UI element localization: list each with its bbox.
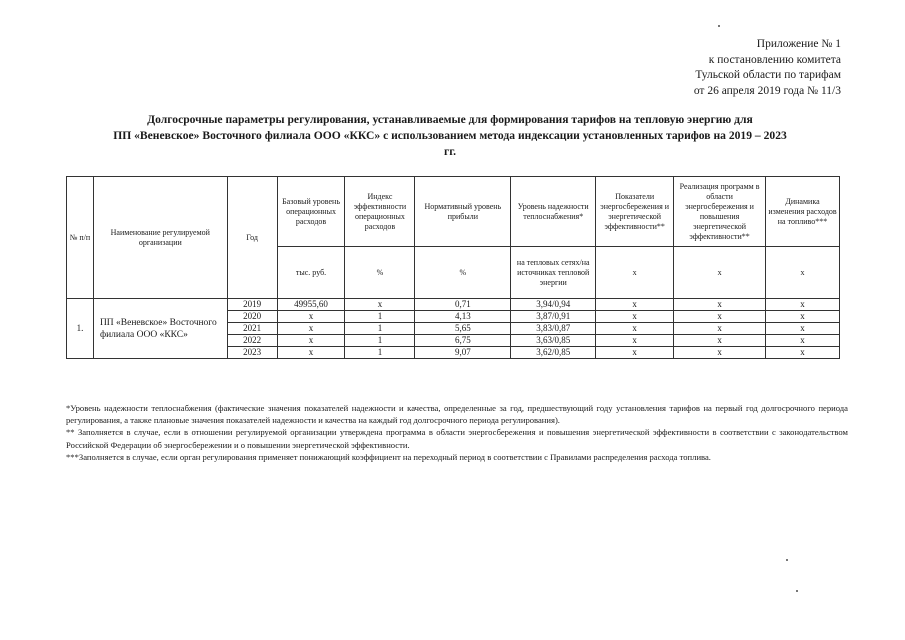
header-org: Наименование регулируемой организации bbox=[93, 177, 227, 299]
cell-program: x bbox=[674, 299, 766, 311]
cell-energy: x bbox=[596, 335, 674, 347]
table-header-row bbox=[67, 177, 840, 247]
cell-profit: 9,07 bbox=[415, 347, 511, 359]
parameters-table bbox=[66, 176, 840, 359]
cell-year: 2023 bbox=[227, 347, 277, 359]
cell-reliability: 3,83/0,87 bbox=[511, 323, 596, 335]
cell-fuel: x bbox=[766, 323, 840, 335]
cell-energy: x bbox=[596, 347, 674, 359]
approval-line-4: от 26 апреля 2019 года № 11/3 bbox=[693, 84, 841, 97]
cell-fuel: x bbox=[766, 347, 840, 359]
cell-energy: x bbox=[596, 311, 674, 323]
cell-reliability: 3,63/0,85 bbox=[511, 335, 596, 347]
cell-base: x bbox=[277, 311, 345, 323]
footnote-energy: ** Заполняется в случае, если в отношении регулируемой организации утверждена программа в области энергосбережения и повышения энергетической эффективности в соответствии с законодательством Российской Федерации об энергосбережении и о повышении энергетической эффективности. bbox=[66, 427, 848, 450]
cell-profit: 0,71 bbox=[415, 299, 511, 311]
document-title bbox=[60, 112, 840, 160]
cell-fuel: x bbox=[766, 311, 840, 323]
scan-speck bbox=[718, 25, 720, 27]
cell-index: 1 bbox=[345, 335, 415, 347]
cell-reliability: 3,87/0,91 bbox=[511, 311, 596, 323]
cell-base: x bbox=[277, 347, 345, 359]
header-num: № п/п bbox=[67, 177, 94, 299]
cell-reliability: 3,62/0,85 bbox=[511, 347, 596, 359]
cell-base: x bbox=[277, 323, 345, 335]
header-energy: Показатели энергосбережения и энергетической эффективности** bbox=[596, 177, 674, 247]
unit-fuel: x bbox=[766, 247, 840, 299]
header-year: Год bbox=[227, 177, 277, 299]
approval-line-1: Приложение № 1 bbox=[756, 38, 841, 50]
header-fuel: Динамика изменения расходов на топливо*** bbox=[766, 177, 840, 247]
footnote-fuel: ***Заполняется в случае, если орган регулирования применяет понижающий коэффициент на переходный период в соответствии с Правилами распределения расхода топлива. bbox=[66, 451, 711, 462]
table-row bbox=[67, 299, 840, 311]
cell-base: 49955,60 bbox=[277, 299, 345, 311]
title-line-2: ПП «Веневское» Восточного филиала ООО «ККС» с использованием метода индексации установленных тарифов на 2019 – 2023 bbox=[113, 129, 787, 142]
header-program: Реализация программ в области энергосбережения и повышения энергетической эффективности** bbox=[674, 177, 766, 247]
org-number: 1. bbox=[67, 299, 94, 359]
cell-energy: x bbox=[596, 299, 674, 311]
cell-energy: x bbox=[596, 323, 674, 335]
cell-reliability: 3,94/0,94 bbox=[511, 299, 596, 311]
cell-year: 2021 bbox=[227, 323, 277, 335]
scan-speck bbox=[786, 559, 788, 561]
cell-profit: 4,13 bbox=[415, 311, 511, 323]
cell-index: x bbox=[345, 299, 415, 311]
unit-index: % bbox=[345, 247, 415, 299]
cell-program: x bbox=[674, 311, 766, 323]
unit-profit: % bbox=[415, 247, 511, 299]
cell-program: x bbox=[674, 335, 766, 347]
org-name: ПП «Веневское» Восточного филиала ООО «ККС» bbox=[93, 299, 227, 359]
scan-speck bbox=[796, 590, 798, 592]
approval-line-2: к постановлению комитета bbox=[708, 53, 841, 66]
title-line-3: гг. bbox=[443, 145, 457, 158]
cell-index: 1 bbox=[345, 311, 415, 323]
cell-fuel: x bbox=[766, 335, 840, 347]
footnotes bbox=[66, 402, 848, 463]
cell-index: 1 bbox=[345, 347, 415, 359]
cell-profit: 6,75 bbox=[415, 335, 511, 347]
approval-line-3: Тульской области по тарифам bbox=[695, 69, 841, 81]
footnote-reliability: *Уровень надежности теплоснабжения (фактические значения показателей надежности и качества, определенные за год, предшествующий году установления тарифов на первый год долгосрочного периода регулирования, а также плановые значения показателей надежности и качества на каждый год долгосрочного периода регулирования). bbox=[66, 403, 848, 426]
title-line-1: Долгосрочные параметры регулирования, устанавливаемые для формирования тарифов на тепловую энергию для bbox=[147, 113, 753, 126]
cell-year: 2022 bbox=[227, 335, 277, 347]
header-reliability: Уровень надежности теплоснабжения* bbox=[511, 177, 596, 247]
unit-base: тыс. руб. bbox=[277, 247, 345, 299]
cell-fuel: x bbox=[766, 299, 840, 311]
cell-base: x bbox=[277, 335, 345, 347]
unit-program: x bbox=[674, 247, 766, 299]
header-base: Базовый уровень операционных расходов bbox=[277, 177, 345, 247]
unit-reliability: на тепловых сетях/на источниках тепловой энергии bbox=[511, 247, 596, 299]
unit-energy: x bbox=[596, 247, 674, 299]
cell-year: 2019 bbox=[227, 299, 277, 311]
cell-year: 2020 bbox=[227, 311, 277, 323]
header-index: Индекс эффективности операционных расходов bbox=[345, 177, 415, 247]
cell-program: x bbox=[674, 347, 766, 359]
header-profit: Нормативный уровень прибыли bbox=[415, 177, 511, 247]
cell-index: 1 bbox=[345, 323, 415, 335]
approval-block bbox=[694, 37, 841, 99]
cell-profit: 5,65 bbox=[415, 323, 511, 335]
cell-program: x bbox=[674, 323, 766, 335]
